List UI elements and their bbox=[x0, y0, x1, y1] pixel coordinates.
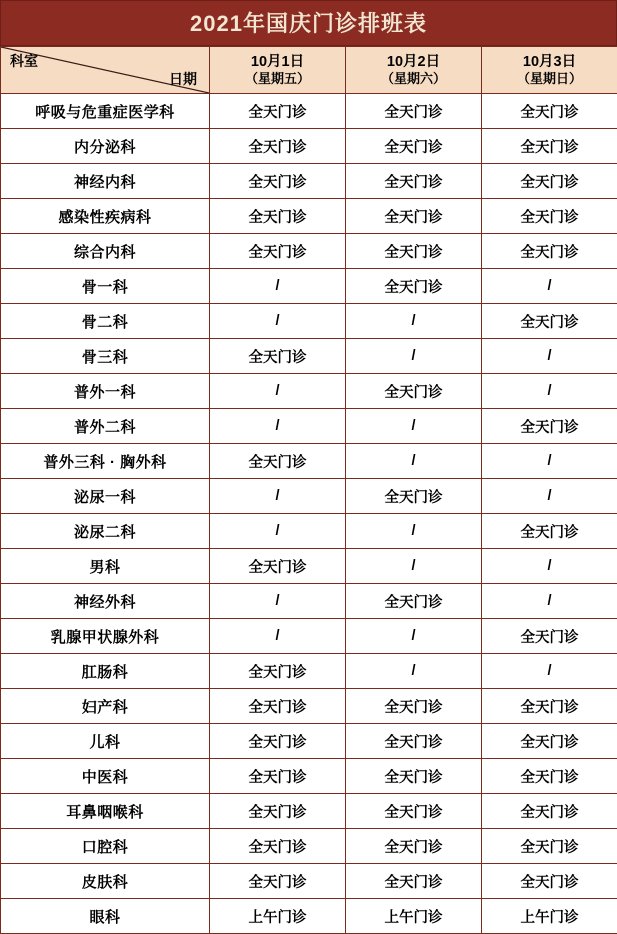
schedule-slot-cell: 全天门诊 bbox=[482, 829, 617, 864]
department-name-cell: 妇产科 bbox=[1, 689, 210, 724]
table-row bbox=[1, 479, 617, 514]
column-header-day-2 bbox=[346, 47, 482, 94]
schedule-slot-cell: 全天门诊 bbox=[482, 94, 617, 129]
table-body bbox=[1, 94, 617, 934]
schedule-slot-cell: / bbox=[210, 409, 346, 444]
department-name-cell: 乳腺甲状腺外科 bbox=[1, 619, 210, 654]
schedule-slot-cell: 全天门诊 bbox=[482, 514, 617, 549]
department-name-cell: 皮肤科 bbox=[1, 864, 210, 899]
table-row bbox=[1, 829, 617, 864]
schedule-slot-cell: 全天门诊 bbox=[346, 829, 482, 864]
schedule-slot-cell: 全天门诊 bbox=[482, 129, 617, 164]
schedule-slot-cell: 全天门诊 bbox=[210, 654, 346, 689]
table-row bbox=[1, 164, 617, 199]
schedule-slot-cell: 全天门诊 bbox=[346, 584, 482, 619]
schedule-slot-cell: / bbox=[346, 514, 482, 549]
corner-header-cell bbox=[1, 47, 210, 94]
schedule-slot-cell: / bbox=[482, 584, 617, 619]
schedule-slot-cell: 全天门诊 bbox=[482, 409, 617, 444]
table-row bbox=[1, 374, 617, 409]
schedule-slot-cell: / bbox=[346, 619, 482, 654]
schedule-slot-cell: 全天门诊 bbox=[482, 689, 617, 724]
department-name-cell: 男科 bbox=[1, 549, 210, 584]
day-1-weekday: （星期五） bbox=[210, 71, 345, 87]
schedule-slot-cell: 全天门诊 bbox=[346, 199, 482, 234]
department-name-cell: 呼吸与危重症医学科 bbox=[1, 94, 210, 129]
department-name-cell: 感染性疾病科 bbox=[1, 199, 210, 234]
schedule-slot-cell: 全天门诊 bbox=[482, 864, 617, 899]
schedule-slot-cell: / bbox=[482, 374, 617, 409]
schedule-slot-cell: 全天门诊 bbox=[210, 794, 346, 829]
header-row bbox=[1, 47, 617, 94]
schedule-slot-cell: 全天门诊 bbox=[482, 304, 617, 339]
schedule-slot-cell: / bbox=[210, 479, 346, 514]
schedule-slot-cell: / bbox=[210, 374, 346, 409]
corner-label-department: 科室 bbox=[10, 51, 38, 71]
schedule-slot-cell: / bbox=[346, 654, 482, 689]
schedule-slot-cell: / bbox=[210, 304, 346, 339]
schedule-slot-cell: 全天门诊 bbox=[346, 269, 482, 304]
table-row bbox=[1, 199, 617, 234]
day-1-date: 10月1日 bbox=[210, 53, 345, 71]
table-row bbox=[1, 234, 617, 269]
schedule-slot-cell: / bbox=[210, 584, 346, 619]
schedule-slot-cell: 全天门诊 bbox=[346, 374, 482, 409]
table-row bbox=[1, 794, 617, 829]
schedule-slot-cell: / bbox=[210, 619, 346, 654]
department-name-cell: 神经内科 bbox=[1, 164, 210, 199]
schedule-slot-cell: 全天门诊 bbox=[482, 234, 617, 269]
schedule-slot-cell: 上午门诊 bbox=[346, 899, 482, 934]
schedule-slot-cell: 全天门诊 bbox=[210, 444, 346, 479]
schedule-slot-cell: / bbox=[346, 549, 482, 584]
schedule-slot-cell: 上午门诊 bbox=[210, 899, 346, 934]
schedule-slot-cell: 全天门诊 bbox=[482, 199, 617, 234]
schedule-slot-cell: / bbox=[482, 444, 617, 479]
column-header-day-3 bbox=[482, 47, 617, 94]
table-row bbox=[1, 339, 617, 374]
schedule-slot-cell: 全天门诊 bbox=[346, 864, 482, 899]
schedule-slot-cell: 全天门诊 bbox=[210, 759, 346, 794]
table-row bbox=[1, 304, 617, 339]
department-name-cell: 内分泌科 bbox=[1, 129, 210, 164]
schedule-slot-cell: 全天门诊 bbox=[482, 619, 617, 654]
department-name-cell: 肛肠科 bbox=[1, 654, 210, 689]
schedule-slot-cell: / bbox=[482, 269, 617, 304]
schedule-slot-cell: 全天门诊 bbox=[210, 234, 346, 269]
schedule-slot-cell: 全天门诊 bbox=[210, 864, 346, 899]
schedule-slot-cell: 全天门诊 bbox=[210, 164, 346, 199]
schedule-slot-cell: 全天门诊 bbox=[210, 339, 346, 374]
schedule-slot-cell: 全天门诊 bbox=[482, 724, 617, 759]
schedule-slot-cell: 全天门诊 bbox=[210, 94, 346, 129]
schedule-slot-cell: 全天门诊 bbox=[210, 549, 346, 584]
table-row bbox=[1, 689, 617, 724]
corner-label-date: 日期 bbox=[169, 69, 197, 89]
day-3-weekday: （星期日） bbox=[482, 71, 617, 87]
table-row bbox=[1, 724, 617, 759]
table-row bbox=[1, 864, 617, 899]
schedule-slot-cell: 全天门诊 bbox=[346, 759, 482, 794]
department-name-cell: 神经外科 bbox=[1, 584, 210, 619]
table-row bbox=[1, 549, 617, 584]
department-name-cell: 普外三科 · 胸外科 bbox=[1, 444, 210, 479]
schedule-slot-cell: 全天门诊 bbox=[346, 234, 482, 269]
department-name-cell: 泌尿二科 bbox=[1, 514, 210, 549]
page-title: 2021年国庆门诊排班表 bbox=[0, 0, 617, 46]
department-name-cell: 骨二科 bbox=[1, 304, 210, 339]
schedule-table bbox=[0, 46, 617, 934]
table-row bbox=[1, 654, 617, 689]
schedule-slot-cell: 全天门诊 bbox=[346, 689, 482, 724]
schedule-slot-cell: / bbox=[210, 514, 346, 549]
department-name-cell: 儿科 bbox=[1, 724, 210, 759]
day-2-date: 10月2日 bbox=[346, 53, 481, 71]
schedule-slot-cell: 全天门诊 bbox=[346, 164, 482, 199]
table-row bbox=[1, 129, 617, 164]
schedule-slot-cell: / bbox=[482, 654, 617, 689]
department-name-cell: 眼科 bbox=[1, 899, 210, 934]
table-row bbox=[1, 94, 617, 129]
schedule-slot-cell: 全天门诊 bbox=[346, 94, 482, 129]
table-row bbox=[1, 759, 617, 794]
schedule-slot-cell: / bbox=[482, 479, 617, 514]
table-row bbox=[1, 409, 617, 444]
schedule-slot-cell: 全天门诊 bbox=[346, 724, 482, 759]
department-name-cell: 普外一科 bbox=[1, 374, 210, 409]
schedule-slot-cell: 全天门诊 bbox=[482, 759, 617, 794]
schedule-slot-cell: 全天门诊 bbox=[210, 689, 346, 724]
schedule-slot-cell: 全天门诊 bbox=[482, 164, 617, 199]
department-name-cell: 泌尿一科 bbox=[1, 479, 210, 514]
table-row bbox=[1, 514, 617, 549]
department-name-cell: 口腔科 bbox=[1, 829, 210, 864]
department-name-cell: 耳鼻咽喉科 bbox=[1, 794, 210, 829]
department-name-cell: 中医科 bbox=[1, 759, 210, 794]
department-name-cell: 综合内科 bbox=[1, 234, 210, 269]
schedule-slot-cell: 全天门诊 bbox=[346, 794, 482, 829]
schedule-slot-cell: / bbox=[346, 304, 482, 339]
schedule-slot-cell: / bbox=[346, 444, 482, 479]
schedule-slot-cell: 全天门诊 bbox=[210, 129, 346, 164]
schedule-slot-cell: 全天门诊 bbox=[210, 724, 346, 759]
schedule-slot-cell: 全天门诊 bbox=[210, 199, 346, 234]
table-row bbox=[1, 899, 617, 934]
schedule-slot-cell: 全天门诊 bbox=[210, 829, 346, 864]
department-name-cell: 普外二科 bbox=[1, 409, 210, 444]
schedule-slot-cell: / bbox=[346, 409, 482, 444]
schedule-slot-cell: 全天门诊 bbox=[346, 129, 482, 164]
table-row bbox=[1, 584, 617, 619]
schedule-slot-cell: 全天门诊 bbox=[482, 794, 617, 829]
department-name-cell: 骨三科 bbox=[1, 339, 210, 374]
table-row bbox=[1, 444, 617, 479]
schedule-slot-cell: / bbox=[210, 269, 346, 304]
department-name-cell: 骨一科 bbox=[1, 269, 210, 304]
schedule-slot-cell: / bbox=[482, 339, 617, 374]
schedule-slot-cell: 全天门诊 bbox=[346, 479, 482, 514]
schedule-slot-cell: 上午门诊 bbox=[482, 899, 617, 934]
table-row bbox=[1, 269, 617, 304]
table-row bbox=[1, 619, 617, 654]
table-header bbox=[1, 47, 617, 94]
day-3-date: 10月3日 bbox=[482, 53, 617, 71]
schedule-slot-cell: / bbox=[346, 339, 482, 374]
column-header-day-1 bbox=[210, 47, 346, 94]
schedule-slot-cell: / bbox=[482, 549, 617, 584]
day-2-weekday: （星期六） bbox=[346, 71, 481, 87]
